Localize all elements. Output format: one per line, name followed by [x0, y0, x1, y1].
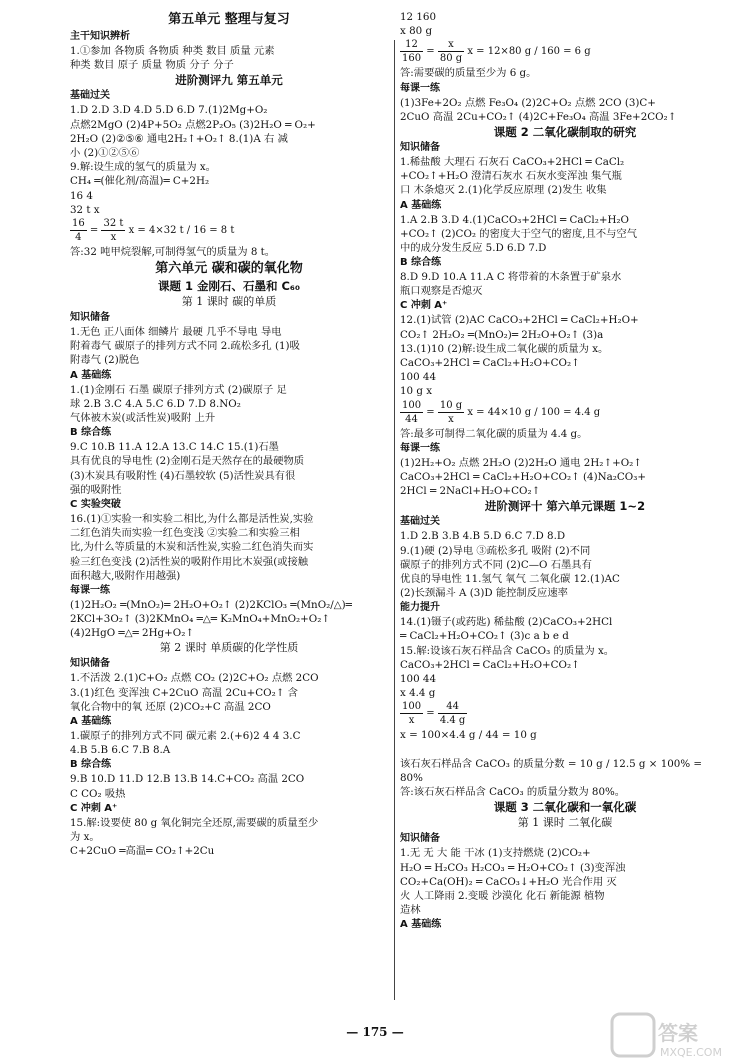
numerator: 44: [438, 700, 467, 714]
answer-line: 答:32 吨甲烷裂解,可制得氢气的质量为 8 t。: [70, 245, 276, 258]
answer-line: 4.B 5.B 6.C 7.B 8.A: [70, 744, 171, 757]
answer-line: 面积越大,吸附作用越强): [70, 569, 181, 582]
answer-line: 3.(1)红色 变浑浊 C+2CuO 高温 2Cu+CO₂↑ 含: [70, 686, 298, 699]
answer-line: 14.(1)镊子(或药匙) 稀盐酸 (2)CaCO₃+2HCl: [400, 616, 613, 629]
subsection-label: 每课一练: [400, 82, 440, 94]
section-heading: 课题 3 二氧化碳和一氧化碳: [493, 800, 637, 815]
answer-line: H₂O ═ H₂CO₃ H₂CO₃ ═ H₂O+CO₂↑ (3)变浑浊: [400, 861, 626, 874]
answer-line: 32 t x: [70, 203, 100, 216]
answer-line: 12.(1)试管 (2)AC CaCO₃+2HCl ═ CaCl₂+H₂O+: [400, 314, 639, 327]
answer-line: 口 木条熄灭 2.(1)化学反应原理 (2)发生 收集: [400, 184, 607, 197]
subsection-label: 知识储备: [400, 833, 440, 845]
answer-line: (1)2H₂+O₂ 点燃 2H₂O (2)2H₂O 通电 2H₂↑+O₂↑: [400, 456, 642, 469]
answer-line: 1.稀盐酸 大理石 石灰石 CaCO₃+2HCl ═ CaCl₂: [400, 155, 625, 168]
answer-line: ═ CaCl₂+H₂O+CO₂↑ (3)c a b e d: [400, 630, 569, 643]
answer-line: 比,为什么等质量的木炭和活性炭,实验二红色消失而实: [70, 541, 314, 554]
subsection-label: A 基础练: [70, 369, 112, 381]
answer-line: +CO₂↑+H₂O 澄清石灰水 石灰水变浑浊 集气瓶: [400, 170, 622, 183]
subsection-label: 知识储备: [70, 312, 110, 324]
denominator: 4: [75, 231, 82, 243]
fraction: [400, 700, 423, 727]
lesson-heading: 第 1 课时 二氧化碳: [517, 816, 613, 830]
subsection-label: 知识储备: [400, 141, 440, 153]
answer-line: CH₄ ═(催化剂/高温)═ C+2H₂: [70, 175, 210, 188]
answer-line: 火 人工降雨 2.变暖 沙漠化 化石 新能源 植物: [400, 889, 605, 902]
equals-sign: =: [423, 406, 438, 418]
answer-line: +CO₂↑ (2)CO₂ 的密度大于空气的密度,且不与空气: [400, 227, 638, 240]
denominator: 4.4 g: [439, 715, 466, 727]
answer-line: 1.①参加 各物质 各物质 种类 数目 质量 元素: [70, 45, 275, 57]
answer-line: 2CuO 高温 2Cu+CO₂↑ (4)2C+Fe₃O₄ 高温 3Fe+2CO₂↑: [400, 110, 677, 123]
numerator: 100: [402, 399, 422, 411]
answer-line: (3)木炭具有吸附性 (4)石墨较软 (5)活性炭具有很: [70, 469, 296, 482]
answer-line: 100 44: [400, 673, 437, 685]
answer-line: 9.B 10.D 11.D 12.B 13.B 14.C+CO₂ 高温 2CO: [70, 773, 305, 786]
answer-line: 种类 数目 原子 质量 物质 分子 分子: [70, 59, 234, 72]
answer-line: x 4.4 g: [400, 687, 436, 700]
section-heading: 进阶测评九 第五单元: [175, 73, 283, 88]
answer-line: 为 x。: [70, 830, 100, 843]
watermark-logo: [610, 1010, 740, 1060]
answer-line: 9.解:设生成的氢气的质量为 x。: [70, 161, 216, 174]
lesson-heading: 第 2 课时 单质碳的化学性质: [159, 641, 299, 655]
answer-line: 10 g x: [400, 385, 433, 398]
subsection-label: A 基础练: [400, 919, 442, 931]
answer-line: 1.不活泼 2.(1)C+O₂ 点燃 CO₂ (2)2C+O₂ 点燃 2CO: [70, 672, 319, 685]
answer-line: 100 44: [400, 371, 437, 384]
answer-line: (2)长颈漏斗 A (3)D 能控制反应速率: [400, 587, 568, 600]
equals-sign: =: [423, 46, 438, 58]
subsection-label: B 综合练: [70, 759, 112, 771]
answer-line: 80%: [400, 771, 423, 784]
subsection-label: 能力提升: [400, 602, 440, 614]
unit-heading: 第六单元 碳和碳的氧化物: [155, 261, 303, 277]
answer-line: 小 (2)①②⑤⑥: [70, 146, 140, 159]
answer-line: 强的吸附性: [70, 483, 122, 496]
answer-line: 1.(1)金刚石 石墨 碳原子排列方式 (2)碳原子 足: [70, 383, 287, 396]
denominator: x: [448, 413, 454, 425]
answer-line: 15.解:设要使 80 g 氧化铜完全还原,需要碳的质量至少: [70, 816, 319, 829]
denominator: 160: [402, 53, 422, 65]
denominator: 80 g: [439, 53, 463, 65]
answer-line: 答:该石灰石样品含 CaCO₃ 的质量分数为 80%。: [400, 786, 626, 799]
answer-line: 附着毒气 碳原子的排列方式不同 2.疏松多孔 (1)吸: [70, 340, 300, 353]
answer-line: 中的成分发生反应 5.D 6.D 7.D: [400, 241, 547, 254]
fraction-result: x = 44×10 g / 100 = 4.4 g: [464, 406, 601, 418]
subsection-label: 每课一练: [400, 442, 440, 454]
denominator: x: [110, 231, 117, 243]
section-heading: 课题 2 二氧化碳制取的研究: [493, 124, 637, 139]
subsection-label: 知识储备: [70, 658, 110, 670]
denominator: 44: [405, 413, 418, 425]
numerator: 100: [402, 701, 422, 713]
answer-line: (1)2H₂O₂ ═(MnO₂)═ 2H₂O+O₂↑ (2)2KClO₃ ═(MnO₂/△)═: [70, 598, 352, 611]
answer-line: (1)3Fe+2O₂ 点燃 Fe₃O₄ (2)2C+O₂ 点燃 2CO (3)C+: [400, 96, 656, 109]
answer-line: 1.D 2.B 3.B 4.B 5.D 6.C 7.D 8.D: [400, 530, 566, 543]
fraction: [438, 38, 464, 65]
subsection-label: 每课一练: [70, 584, 110, 596]
answer-line: 瓶口观察是否熄灭: [400, 285, 483, 298]
answer-line: (4)2HgO ═△═ 2Hg+O₂↑: [70, 627, 194, 640]
subsection-label: C 冲刺 A⁺: [70, 802, 118, 814]
answer-line: 2KCl+3O₂↑ (3)2KMnO₄ ═△═ K₂MnO₄+MnO₂+O₂↑: [70, 613, 330, 626]
answer-line: 碳原子的排列方式不同 (2)C—O 石墨具有: [400, 558, 592, 571]
answer-line: 答:需要碳的质量至少为 6 g。: [400, 67, 537, 80]
svg-text:MXQE.COM: MXQE.COM: [660, 1046, 722, 1059]
answer-line: 1.无 无 大 能 干冰 (1)支持燃烧 (2)CO₂+: [400, 847, 591, 860]
fraction-result: x = 4×32 t / 16 = 8 t: [125, 224, 235, 236]
answer-line: 8.D 9.D 10.A 11.A C 将带着的木条置于矿泉水: [400, 271, 622, 284]
answer-line: CO₂+Ca(OH)₂ ═ CaCO₃↓+H₂O 光合作用 灭: [400, 875, 617, 888]
subsection-label: A 基础练: [70, 716, 112, 727]
answer-line: 球 2.B 3.C 4.A 5.C 6.D 7.D 8.NO₂: [70, 397, 241, 410]
numerator: 16: [72, 217, 85, 229]
answer-line: CaCO₃+2HCl ═ CaCl₂+H₂O+CO₂↑ (4)Na₂CO₃+: [400, 470, 646, 483]
fraction: [400, 399, 423, 426]
subsection-label: A 基础练: [400, 199, 442, 211]
answer-line: 13.(1)10 (2)解:设生成二氧化碳的质量为 x。: [400, 342, 609, 355]
unit-heading: 第五单元 整理与复习: [168, 12, 290, 27]
answer-line: 1.碳原子的排列方式不同 碳元素 2.(+6)2 4 4 3.C: [70, 730, 301, 742]
answer-line: 12 160: [400, 11, 437, 23]
fraction: [438, 700, 467, 727]
answer-line: 答:最多可制得二氧化碳的质量为 4.4 g。: [400, 427, 588, 440]
fraction: [400, 38, 423, 65]
subsection-label: 主干知识辨析: [70, 31, 130, 42]
answer-line: 9.(1)硬 (2)导电 ③疏松多孔 吸附 (2)不同: [400, 544, 591, 557]
answer-line: C CO₂ 吸热: [70, 787, 126, 800]
answer-line: C+2CuO ═高温═ CO₂↑+2Cu: [70, 845, 215, 858]
answer-line: 该石灰石样品含 CaCO₃ 的质量分数 = 10 g / 12.5 g × 100% =: [400, 757, 703, 770]
answer-line: 2H₂O (2)②⑤⑥ 通电2H₂↑+O₂↑ 8.(1)A 右 减: [70, 132, 288, 145]
answer-line: x = 100×4.4 g / 44 = 10 g: [400, 729, 537, 742]
answer-line: 16 4: [70, 189, 93, 202]
numerator: 32 t: [103, 217, 124, 229]
fraction-line: [400, 399, 730, 427]
fraction: [438, 399, 464, 426]
answer-line: 造林: [400, 904, 421, 917]
page-number: — 175 —: [346, 1025, 404, 1039]
fraction: [101, 217, 125, 244]
answer-line: CaCO₃+2HCl ═ CaCl₂+H₂O+CO₂↑: [400, 357, 580, 369]
lesson-heading: 第 1 课时 碳的单质: [181, 295, 277, 309]
numerator: 12: [400, 38, 423, 52]
subsection-label: C 实验突破: [70, 498, 121, 510]
answer-line: 点燃2MgO (2)4P+5O₂ 点燃2P₂O₅ (3)2H₂O ═ O₂+: [70, 118, 316, 131]
answer-line: 氧化合物中的氧 还原 (2)CO₂+C 高温 2CO: [70, 700, 271, 713]
answer-line: 9.C 10.B 11.A 12.A 13.C 14.C 15.(1)石墨: [70, 441, 279, 454]
right-column: [400, 10, 730, 932]
numerator: 10 g: [439, 399, 463, 411]
answer-line: 1.A 2.B 3.D 4.(1)CaCO₃+2HCl ═ CaCl₂+H₂O: [400, 213, 629, 226]
answer-line: 15.解:设该石灰石样品含 CaCO₃ 的质量为 x。: [400, 644, 615, 657]
answer-line: 二红色消失而实验一红色变浅 ②实验二和实验三相: [70, 527, 300, 540]
answer-line: 验三红色变浅 (2)活性炭的吸附作用比木炭强(或接触: [70, 555, 309, 568]
left-column: [70, 10, 388, 858]
fraction: [70, 217, 87, 244]
answer-line: CO₂↑ 2H₂O₂ ═(MnO₂)═ 2H₂O+O₂↑ (3)a: [400, 328, 604, 341]
subsection-label: 基础过关: [70, 90, 110, 102]
svg-text:答案: 答案: [658, 1021, 698, 1045]
subsection-label: 基础过关: [400, 516, 440, 528]
section-heading: 课题 1 金刚石、石墨和 C₆₀: [157, 279, 301, 294]
answer-line: 附毒气 (2)脱色: [70, 354, 140, 367]
answer-line: [400, 743, 730, 757]
equals-sign: =: [86, 224, 102, 236]
answer-line: 16.(1)①实验一和实验二相比,为什么都是活性炭,实验: [70, 512, 314, 525]
fraction-line: [70, 217, 388, 245]
fraction-result: x = 12×80 g / 160 = 6 g: [464, 46, 591, 58]
answer-line: 具有优良的导电性 (2)金刚石是天然存在的最硬物质: [70, 455, 305, 468]
numerator: x: [438, 38, 464, 52]
fraction-line: [400, 700, 730, 728]
fraction-line: [400, 38, 730, 66]
denominator: x: [408, 715, 415, 727]
equals-sign: =: [423, 708, 438, 720]
column-divider: [394, 40, 395, 1000]
answer-line: 1.无色 正八面体 细鳞片 最硬 几乎不导电 导电: [70, 326, 282, 339]
subsection-label: B 综合练: [400, 257, 442, 269]
subsection-label: C 冲刺 A⁺: [400, 300, 448, 312]
answer-line: x 80 g: [400, 25, 433, 38]
answer-line: CaCO₃+2HCl ═ CaCl₂+H₂O+CO₂↑: [400, 658, 580, 671]
answer-line: 2HCl ═ 2NaCl+H₂O+CO₂↑: [400, 485, 541, 498]
subsection-label: B 综合练: [70, 427, 112, 439]
section-heading: 进阶测评十 第六单元课题 1~2: [484, 499, 646, 514]
answer-line: 优良的导电性 11.氢气 氧气 二氧化碳 12.(1)AC: [400, 572, 620, 585]
answer-line: 气体被木炭(或活性炭)吸附 上升: [70, 412, 216, 424]
answer-line: 1.D 2.D 3.D 4.D 5.D 6.D 7.(1)2Mg+O₂: [70, 104, 268, 117]
